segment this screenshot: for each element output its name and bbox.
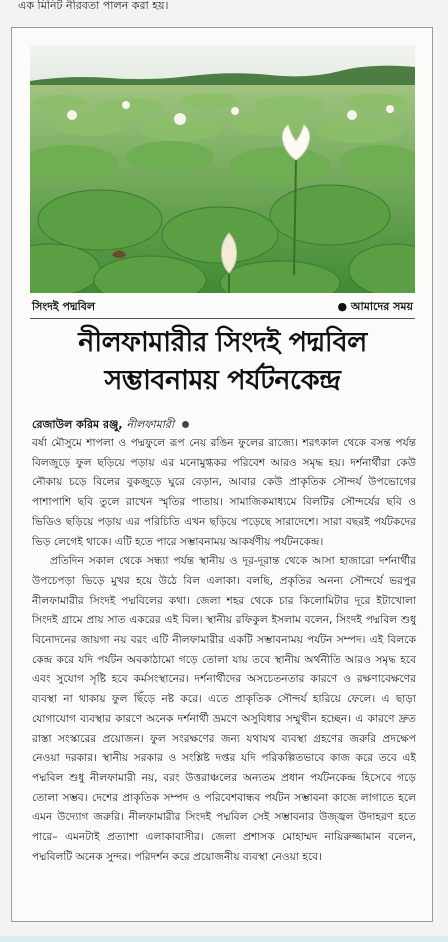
bottom-edge [0, 936, 448, 942]
lotus-field-photo [30, 45, 415, 293]
headline [30, 324, 415, 400]
article-body [32, 434, 416, 867]
photo-credit: ● আমাদের সময় [337, 300, 413, 313]
byline-bullet [182, 421, 189, 428]
headline-line-2: সম্ভাবনাময় পর্যটনকেন্দ্র [104, 365, 341, 396]
byline-place: নীলফামারী [126, 418, 175, 431]
caption-divider [30, 318, 415, 319]
news-clipping [11, 27, 433, 922]
headline-line-1: নীলফামারীর সিংদই পদ্মবিল [78, 327, 367, 358]
article-paragraph: বর্ষা মৌসুমে শাপলা ও পদ্মফুলে রূপ নেয় রঙিন ফুলের রাজ্যে। শরৎকাল থেকে বসন্ত পর্যন্ত বিলজুড়ে ফুল ছড়িয়ে পড়ায় এর মনোমুগ্ধকর পরিবেশ আরও সমৃদ্ধ হয়। দর্শনার্থীরা কেউ নৌকায় চড়ে বিলের বুকজুড়ে ঘুরে বেড়ান, আবার কেউ প্রাকৃতিক সৌন্দর্য উপভোগের পাশাপাশি ছবি তুলে রাখেন স্মৃতির পাতায়। সামাজিকমাধ্যমে বিলটির সৌন্দর্যের ছবি ও ভিডিও ছড়িয়ে পড়ায় এর পরিচিতি এখন ছড়িয়ে পড়েছে সারাদেশে। সারা বছরই পর্যটকদের ভিড় লেগেই থাকে। এটি হতে পারে সম্ভাবনাময় আকর্ষণীয় পর্যটনকেন্দ্র। [32, 437, 416, 548]
previous-article-text: এক মিনিট নীরবতা পালন করা হয়। [18, 0, 169, 12]
photo-caption-row [30, 298, 415, 314]
byline [32, 416, 412, 434]
photo-caption: সিংদই পদ্মবিল [32, 300, 96, 313]
byline-author: রেজাউল করিম রঞ্জু, [32, 418, 123, 431]
photo-credit-label: আমাদের সময় [350, 300, 413, 313]
article-paragraph: প্রতিদিন সকাল থেকে সন্ধ্যা পর্যন্ত স্থানীয় ও দূর-দূরান্ত থেকে আসা হাজারো দর্শনার্থীর উপচেপড়া ভিড়ে মুখর হয়ে উঠে বিল এলাকা। বলছি, প্রকৃতির অনন্য সৌন্দর্যে ভরপুর নীলফামারীর সিংদই পদ্মবিলের কথা। জেলা শহর থেকে চার কিলোমিটার দূরে ইটাখোলা সিংদই গ্রামে প্রায় সাত একরের এই বিল। স্থানীয় রফিকুল ইসলাম বলেন, সিংদই পদ্মবিল শুধু বিনোদনের জায়গা নয় বরং এটি নীলফামারীর একটি সম্ভাবনাময় পর্যটন সম্পদ। এই বিলকে কেন্দ্র করে যদি পর্যটন অবকাঠামো গড়ে তোলা যায় তবে স্থানীয় অর্থনীতি আরও সমৃদ্ধ হবে এবং সুযোগ সৃষ্টি হবে কর্মসংস্থানের। দর্শনার্থীদের অসচেতনতার কারণে ও রক্ষণাবেক্ষণের ব্যবস্থা না থাকায় ফুল ছিঁড়ে নষ্ট করে। এতে প্রাকৃতিক সৌন্দর্য হারিয়ে ফেলে। এ ছাড়া যোগাযোগ ব্যবস্থার কারণে অনেক দর্শনার্থী ভ্রমণে অসুবিধার সম্মুখীন হচ্ছেন। এ কারণে দ্রুত রাস্তা সংস্কারের প্রয়োজন। ফুল সংরক্ষণের জন্য যথাযথ ব্যবস্থা গ্রহণের জরুরি প্রদক্ষেপ নেওয়া দরকার। স্থানীয় সরকার ও সংশ্লিষ্ট দপ্তর যদি পরিকল্পিতভাবে কাজ করে তবে এই পদ্মবিল শুধু নীলফামারী নয়, বরং উত্তরাঞ্চলের অন্যতম প্রধান পর্যটনকেন্দ্র হিসেবে গড়ে তোলা সম্ভব। দেশের প্রাকৃতিক সম্পদ ও পরিবেশবান্ধব পর্যটন সম্ভাবনা কাজে লাগাতে হলে এমন উদ্যোগ জরুরি। নীলফামারীর সিংদই পদ্মবিল সেই সম্ভাবনার উজ্জ্বল উদাহরণ হতে পারে– এমনটাই প্রত্যাশা এলাকাবাসীর। জেলা প্রশাসক মোহাম্মদ নায়িরুজ্জামান বলেন, পদ্মবিলটি অনেক সুন্দর। পরিদর্শন করে প্রয়োজনীয় ব্যবস্থা নেওয়া হবে। [32, 555, 416, 863]
